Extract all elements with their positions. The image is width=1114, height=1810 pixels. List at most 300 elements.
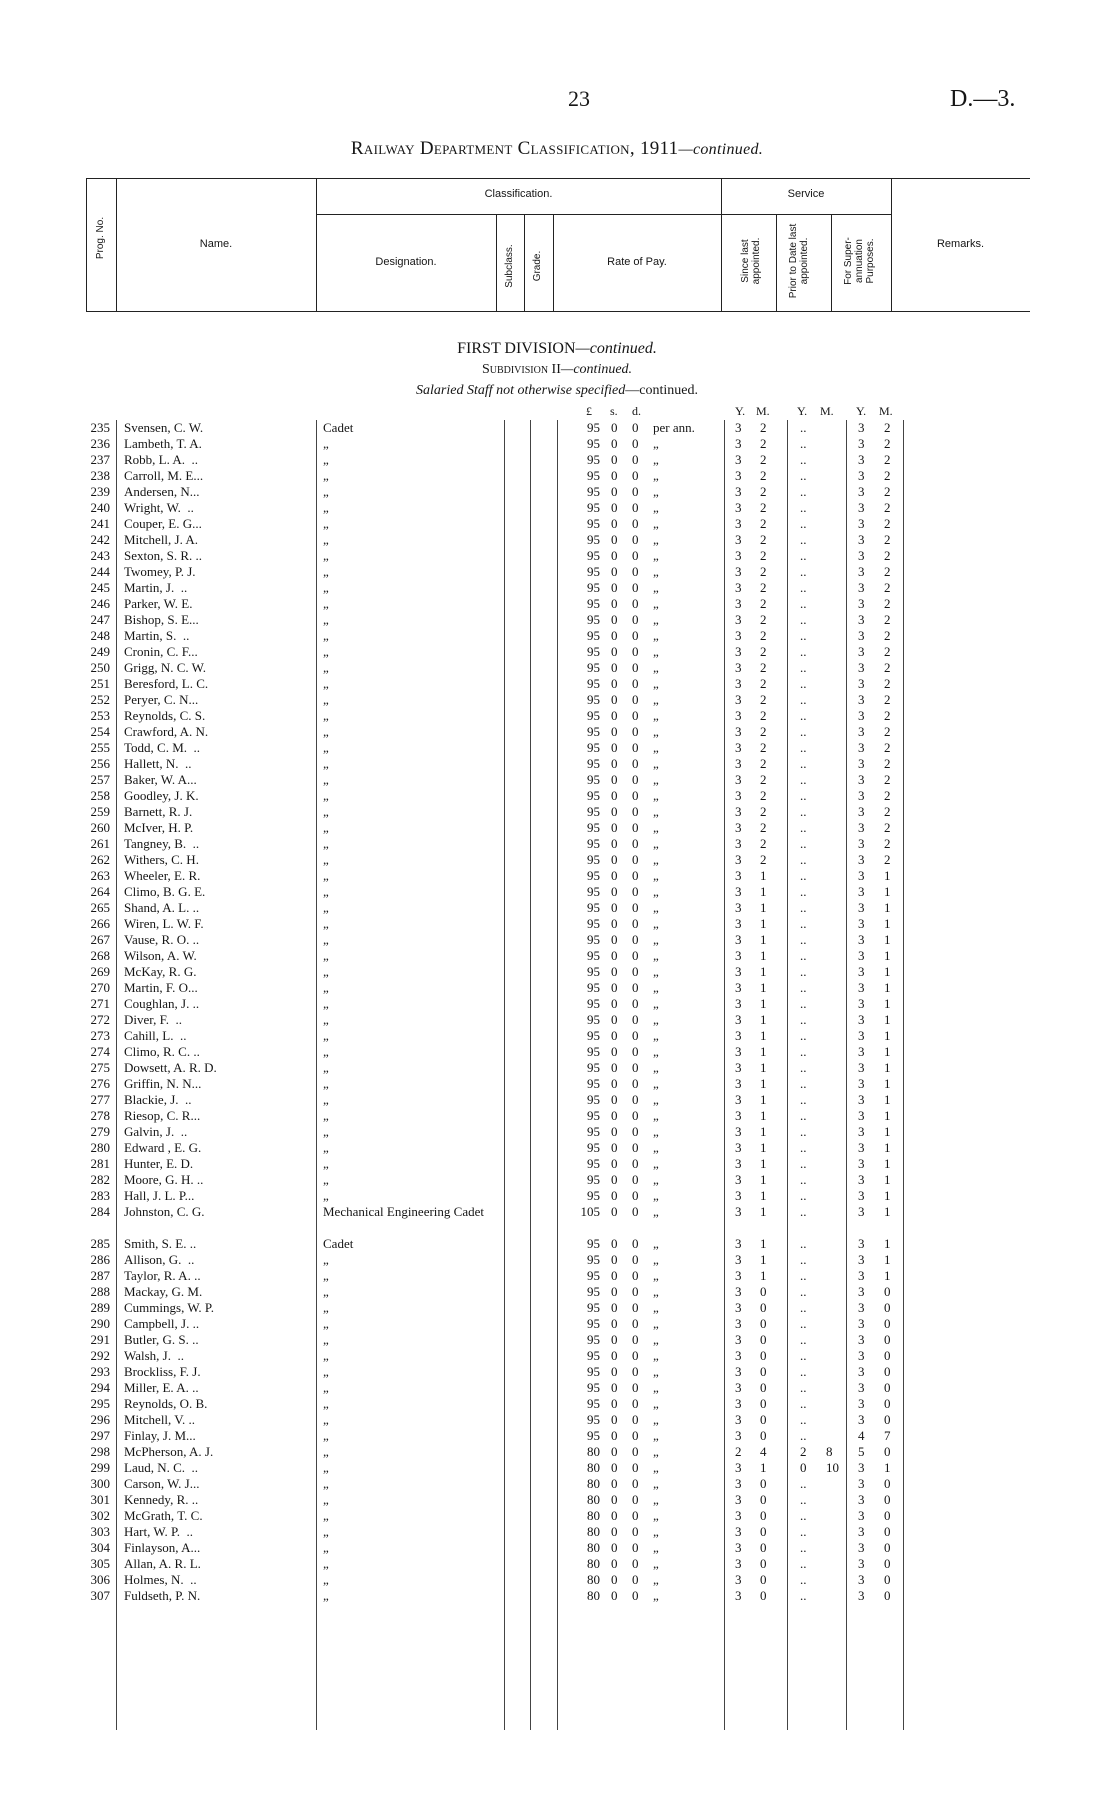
- page-number: 23: [568, 86, 590, 111]
- prior-years: ..: [800, 1268, 807, 1283]
- super-years: 3: [858, 1236, 865, 1251]
- pay-unit: „: [653, 772, 659, 787]
- prog-number: 294: [90, 1380, 110, 1395]
- pay-shillings: 0: [611, 1252, 618, 1267]
- designation: „: [323, 1156, 329, 1171]
- prior-years: ..: [800, 1044, 807, 1059]
- prog-number: 298: [90, 1444, 110, 1459]
- pay-unit: „: [653, 1428, 659, 1443]
- super-years: 3: [858, 884, 865, 899]
- prior-years: 2: [800, 1444, 807, 1459]
- designation: „: [323, 980, 329, 995]
- pay-pounds: 95: [587, 820, 600, 835]
- super-years: 3: [858, 708, 865, 723]
- title-suffix: —continued.: [678, 141, 764, 158]
- prog-number: 258: [90, 788, 110, 803]
- super-years: 3: [858, 1524, 865, 1539]
- table-row: [0, 900, 1114, 916]
- staff-name: Finlayson, A...: [124, 1540, 201, 1555]
- prior-years: ..: [800, 980, 807, 995]
- pay-pounds: 95: [587, 596, 600, 611]
- pay-shillings: 0: [611, 1476, 618, 1491]
- super-years: 3: [858, 1092, 865, 1107]
- designation: „: [323, 1252, 329, 1267]
- pay-pence: 0: [632, 804, 639, 819]
- designation: „: [323, 884, 329, 899]
- prior-years: ..: [800, 436, 807, 451]
- pay-unit: „: [653, 564, 659, 579]
- pay-unit: „: [653, 756, 659, 771]
- pay-pence: 0: [632, 500, 639, 515]
- designation: „: [323, 916, 329, 931]
- table-row: [0, 580, 1114, 596]
- pay-pounds: 105: [580, 1204, 600, 1219]
- designation: „: [323, 1108, 329, 1123]
- pay-unit: „: [653, 1092, 659, 1107]
- prior-years: ..: [800, 1300, 807, 1315]
- super-months: 0: [884, 1508, 891, 1523]
- prog-number: 237: [90, 452, 110, 467]
- pay-pence: 0: [632, 852, 639, 867]
- since-months: 2: [760, 804, 767, 819]
- pay-unit: „: [653, 1204, 659, 1219]
- super-months: 0: [884, 1492, 891, 1507]
- since-months: 2: [760, 692, 767, 707]
- since-months: 2: [760, 788, 767, 803]
- since-months: 2: [760, 724, 767, 739]
- pay-pence: 0: [632, 436, 639, 451]
- pay-pounds: 95: [587, 1412, 600, 1427]
- pay-unit: „: [653, 1236, 659, 1251]
- pay-pence: 0: [632, 772, 639, 787]
- designation: „: [323, 1060, 329, 1075]
- pay-unit: „: [653, 1188, 659, 1203]
- super-years: 3: [858, 484, 865, 499]
- prior-years: ..: [800, 1588, 807, 1603]
- staff-name: Crawford, A. N.: [124, 724, 209, 739]
- since-months: 1: [760, 964, 767, 979]
- super-years: 3: [858, 1348, 865, 1363]
- pay-shillings: 0: [611, 1444, 618, 1459]
- pay-pounds: 95: [587, 1380, 600, 1395]
- prior-years: ..: [800, 1412, 807, 1427]
- pay-pounds: 95: [587, 1124, 600, 1139]
- table-row: [0, 660, 1114, 676]
- pay-unit: „: [653, 500, 659, 515]
- prior-years: ..: [800, 1012, 807, 1027]
- staff-name: Baker, W. A...: [124, 772, 197, 787]
- designation: „: [323, 1140, 329, 1155]
- pay-pounds: 80: [587, 1460, 600, 1475]
- since-years: 3: [735, 884, 742, 899]
- designation: „: [323, 596, 329, 611]
- since-months: 1: [760, 1204, 767, 1219]
- prior-years: ..: [800, 516, 807, 531]
- designation: „: [323, 1476, 329, 1491]
- designation: „: [323, 1268, 329, 1283]
- pay-pence: 0: [632, 948, 639, 963]
- prior-years: ..: [800, 564, 807, 579]
- designation: Mechanical Engineering Cadet: [323, 1204, 484, 1219]
- pay-shillings: 0: [611, 1140, 618, 1155]
- designation: „: [323, 628, 329, 643]
- staff-name: Climo, R. C. ..: [124, 1044, 200, 1059]
- designation: „: [323, 676, 329, 691]
- pay-unit: „: [653, 1460, 659, 1475]
- table-row: [0, 612, 1114, 628]
- since-years: 3: [735, 1156, 742, 1171]
- staff-name: Martin, F. O...: [124, 980, 198, 995]
- unit-years-since: Y.: [735, 404, 746, 418]
- prior-years: ..: [800, 1204, 807, 1219]
- super-years: 3: [858, 900, 865, 915]
- super-months: 0: [884, 1588, 891, 1603]
- prior-years: ..: [800, 1348, 807, 1363]
- table-row: [0, 1556, 1114, 1572]
- prog-number: 244: [90, 564, 110, 579]
- designation: „: [323, 1364, 329, 1379]
- pay-unit: „: [653, 1412, 659, 1427]
- pay-pence: 0: [632, 1236, 639, 1251]
- since-years: 3: [735, 420, 742, 435]
- pay-pounds: 95: [587, 564, 600, 579]
- pay-pounds: 80: [587, 1588, 600, 1603]
- pay-pence: 0: [632, 1252, 639, 1267]
- designation: „: [323, 1028, 329, 1043]
- pay-shillings: 0: [611, 740, 618, 755]
- pay-unit: „: [653, 516, 659, 531]
- designation: „: [323, 708, 329, 723]
- pay-pence: 0: [632, 1524, 639, 1539]
- pay-shillings: 0: [611, 852, 618, 867]
- staff-name: Wheeler, E. R.: [124, 868, 201, 883]
- pay-pence: 0: [632, 1060, 639, 1075]
- pay-unit: „: [653, 580, 659, 595]
- table-row: [0, 1156, 1114, 1172]
- prog-number: 251: [90, 676, 110, 691]
- pay-pence: 0: [632, 884, 639, 899]
- since-years: 3: [735, 868, 742, 883]
- super-years: 3: [858, 612, 865, 627]
- pay-unit: „: [653, 1556, 659, 1571]
- super-years: 3: [858, 1396, 865, 1411]
- prog-number: 293: [90, 1364, 110, 1379]
- since-months: 1: [760, 932, 767, 947]
- table-row: [0, 820, 1114, 836]
- pay-shillings: 0: [611, 1060, 618, 1075]
- super-months: 0: [884, 1556, 891, 1571]
- since-years: 3: [735, 964, 742, 979]
- prior-years: ..: [800, 1540, 807, 1555]
- super-years: 3: [858, 1572, 865, 1587]
- pay-pounds: 80: [587, 1476, 600, 1491]
- pay-unit: „: [653, 884, 659, 899]
- super-months: 2: [884, 660, 891, 675]
- prior-years: ..: [800, 1236, 807, 1251]
- pay-pounds: 95: [587, 708, 600, 723]
- pay-pence: 0: [632, 708, 639, 723]
- pay-unit: „: [653, 1156, 659, 1171]
- pay-unit: „: [653, 532, 659, 547]
- pay-pence: 0: [632, 1284, 639, 1299]
- header-grade: Grade.: [532, 250, 543, 282]
- super-months: 2: [884, 852, 891, 867]
- prior-years: ..: [800, 1060, 807, 1075]
- prior-years: ..: [800, 612, 807, 627]
- pay-shillings: 0: [611, 548, 618, 563]
- pay-pounds: 95: [587, 628, 600, 643]
- pay-unit: „: [653, 1028, 659, 1043]
- designation: „: [323, 1524, 329, 1539]
- pay-pence: 0: [632, 900, 639, 915]
- super-months: 1: [884, 868, 891, 883]
- pay-unit: „: [653, 836, 659, 851]
- pay-shillings: 0: [611, 1188, 618, 1203]
- since-months: 1: [760, 1012, 767, 1027]
- since-months: 1: [760, 1044, 767, 1059]
- prior-years: ..: [800, 532, 807, 547]
- staff-name: Dowsett, A. R. D.: [124, 1060, 217, 1075]
- prior-years: ..: [800, 548, 807, 563]
- pay-shillings: 0: [611, 1508, 618, 1523]
- table-row: [0, 724, 1114, 740]
- header-remarks: Remarks.: [936, 238, 985, 250]
- pay-pounds: 95: [587, 1348, 600, 1363]
- pay-pence: 0: [632, 1012, 639, 1027]
- pay-pounds: 95: [587, 1188, 600, 1203]
- super-years: 3: [858, 500, 865, 515]
- since-years: 3: [735, 1300, 742, 1315]
- super-months: 0: [884, 1572, 891, 1587]
- table-row: [0, 1060, 1114, 1076]
- prog-number: 261: [90, 836, 110, 851]
- prior-years: ..: [800, 884, 807, 899]
- pay-pence: 0: [632, 1316, 639, 1331]
- since-years: 3: [735, 1380, 742, 1395]
- table-row: [0, 1348, 1114, 1364]
- super-years: 3: [858, 1028, 865, 1043]
- since-years: 3: [735, 708, 742, 723]
- designation: „: [323, 468, 329, 483]
- pay-pounds: 95: [587, 1172, 600, 1187]
- pay-pounds: 80: [587, 1572, 600, 1587]
- pay-unit: „: [653, 1268, 659, 1283]
- super-months: 1: [884, 1124, 891, 1139]
- pay-pounds: 95: [587, 1140, 600, 1155]
- pay-pounds: 95: [587, 740, 600, 755]
- super-months: 1: [884, 948, 891, 963]
- pay-shillings: 0: [611, 1540, 618, 1555]
- prog-number: 267: [90, 932, 110, 947]
- super-months: 1: [884, 964, 891, 979]
- prog-number: 253: [90, 708, 110, 723]
- designation: „: [323, 692, 329, 707]
- super-months: 2: [884, 756, 891, 771]
- super-years: 3: [858, 964, 865, 979]
- staff-name: Todd, C. M. ..: [124, 740, 201, 755]
- pay-unit: „: [653, 1076, 659, 1091]
- table-row: [0, 452, 1114, 468]
- staff-name: Reynolds, O. B.: [124, 1396, 208, 1411]
- prog-number: 250: [90, 660, 110, 675]
- staff-name: Andersen, N...: [124, 484, 200, 499]
- super-months: 2: [884, 500, 891, 515]
- table-row: [0, 532, 1114, 548]
- super-years: 3: [858, 740, 865, 755]
- since-years: 3: [735, 804, 742, 819]
- since-years: 3: [735, 740, 742, 755]
- pay-pounds: 95: [587, 500, 600, 515]
- super-years: 3: [858, 756, 865, 771]
- pay-pence: 0: [632, 1380, 639, 1395]
- prog-number: 249: [90, 644, 110, 659]
- pay-pence: 0: [632, 740, 639, 755]
- prior-years: ..: [800, 1252, 807, 1267]
- pay-shillings: 0: [611, 1412, 618, 1427]
- super-years: 3: [858, 980, 865, 995]
- pay-unit: „: [653, 932, 659, 947]
- pay-shillings: 0: [611, 1556, 618, 1571]
- pay-shillings: 0: [611, 692, 618, 707]
- pay-pounds: 95: [587, 932, 600, 947]
- prior-years: ..: [800, 724, 807, 739]
- pay-pence: 0: [632, 1108, 639, 1123]
- designation: „: [323, 1076, 329, 1091]
- since-years: 3: [735, 1124, 742, 1139]
- super-years: 3: [858, 676, 865, 691]
- since-months: 2: [760, 660, 767, 675]
- staff-name: Diver, F. ..: [124, 1012, 183, 1027]
- table-row: [0, 436, 1114, 452]
- staff-name: Hart, W. P. ..: [124, 1524, 193, 1539]
- designation: „: [323, 1332, 329, 1347]
- pay-unit: „: [653, 1588, 659, 1603]
- prior-years: ..: [800, 852, 807, 867]
- pay-pounds: 95: [587, 436, 600, 451]
- since-months: 1: [760, 916, 767, 931]
- since-years: 3: [735, 1284, 742, 1299]
- pay-unit: „: [653, 1444, 659, 1459]
- since-months: 0: [760, 1284, 767, 1299]
- pay-pounds: 95: [587, 1108, 600, 1123]
- super-months: 0: [884, 1364, 891, 1379]
- pay-pence: 0: [632, 1348, 639, 1363]
- pay-pounds: 95: [587, 996, 600, 1011]
- table-row: [0, 1524, 1114, 1540]
- staff-name: McKay, R. G.: [124, 964, 197, 979]
- table-row: [0, 1284, 1114, 1300]
- since-years: 3: [735, 1348, 742, 1363]
- pay-pounds: 95: [587, 964, 600, 979]
- prog-number: 260: [90, 820, 110, 835]
- prior-years: ..: [800, 644, 807, 659]
- designation: „: [323, 1188, 329, 1203]
- since-months: 0: [760, 1316, 767, 1331]
- pay-pence: 0: [632, 1332, 639, 1347]
- table-row: [0, 1428, 1114, 1444]
- table-row: [0, 1412, 1114, 1428]
- staff-name: Campbell, J. ..: [124, 1316, 200, 1331]
- since-months: 2: [760, 644, 767, 659]
- pay-unit: „: [653, 916, 659, 931]
- pay-shillings: 0: [611, 1044, 618, 1059]
- since-years: 3: [735, 452, 742, 467]
- pay-shillings: 0: [611, 1364, 618, 1379]
- pay-pounds: 80: [587, 1444, 600, 1459]
- table-row: [0, 468, 1114, 484]
- super-years: 3: [858, 916, 865, 931]
- table-row: [0, 964, 1114, 980]
- pay-pence: 0: [632, 1556, 639, 1571]
- prior-years: ..: [800, 1492, 807, 1507]
- pay-shillings: 0: [611, 1492, 618, 1507]
- pay-unit: „: [653, 868, 659, 883]
- pay-pounds: 95: [587, 532, 600, 547]
- prior-years: ..: [800, 500, 807, 515]
- staff-name: Holmes, N. ..: [124, 1572, 197, 1587]
- since-years: 3: [735, 1508, 742, 1523]
- prog-number: 281: [90, 1156, 110, 1171]
- since-years: 3: [735, 516, 742, 531]
- prog-number: 303: [90, 1524, 110, 1539]
- since-months: 1: [760, 900, 767, 915]
- super-months: 0: [884, 1348, 891, 1363]
- table-row: [0, 516, 1114, 532]
- staff-name: Blackie, J. ..: [124, 1092, 192, 1107]
- pay-pence: 0: [632, 1028, 639, 1043]
- designation: „: [323, 820, 329, 835]
- table-row: [0, 420, 1114, 436]
- pay-pence: 0: [632, 468, 639, 483]
- document-reference: D.—3.: [950, 86, 1016, 112]
- subdivision-continued: —continued.: [560, 362, 633, 377]
- table-row: [0, 1092, 1114, 1108]
- since-months: 0: [760, 1588, 767, 1603]
- super-years: 3: [858, 1108, 865, 1123]
- super-months: 2: [884, 740, 891, 755]
- staff-name: Cahill, L. ..: [124, 1028, 187, 1043]
- prog-number: 257: [90, 772, 110, 787]
- since-months: 1: [760, 1236, 767, 1251]
- pay-shillings: 0: [611, 420, 618, 435]
- pay-pence: 0: [632, 1076, 639, 1091]
- pay-shillings: 0: [611, 1204, 618, 1219]
- prior-years: ..: [800, 788, 807, 803]
- prog-number: 274: [90, 1044, 110, 1059]
- prog-number: 271: [90, 996, 110, 1011]
- pay-unit: „: [653, 900, 659, 915]
- since-months: 0: [760, 1540, 767, 1555]
- since-years: 3: [735, 644, 742, 659]
- table-row: [0, 564, 1114, 580]
- since-years: 3: [735, 484, 742, 499]
- designation: „: [323, 1396, 329, 1411]
- super-months: 1: [884, 1252, 891, 1267]
- designation: „: [323, 1092, 329, 1107]
- staff-name: Moore, G. H. ..: [124, 1172, 204, 1187]
- pay-pounds: 95: [587, 1284, 600, 1299]
- since-months: 2: [760, 740, 767, 755]
- staff-name: Finlay, J. M...: [124, 1428, 196, 1443]
- designation: „: [323, 1540, 329, 1555]
- pay-shillings: 0: [611, 628, 618, 643]
- since-years: 3: [735, 1188, 742, 1203]
- since-months: 2: [760, 564, 767, 579]
- prior-years: ..: [800, 692, 807, 707]
- since-months: 2: [760, 708, 767, 723]
- table-row: [0, 676, 1114, 692]
- pay-unit: „: [653, 1060, 659, 1075]
